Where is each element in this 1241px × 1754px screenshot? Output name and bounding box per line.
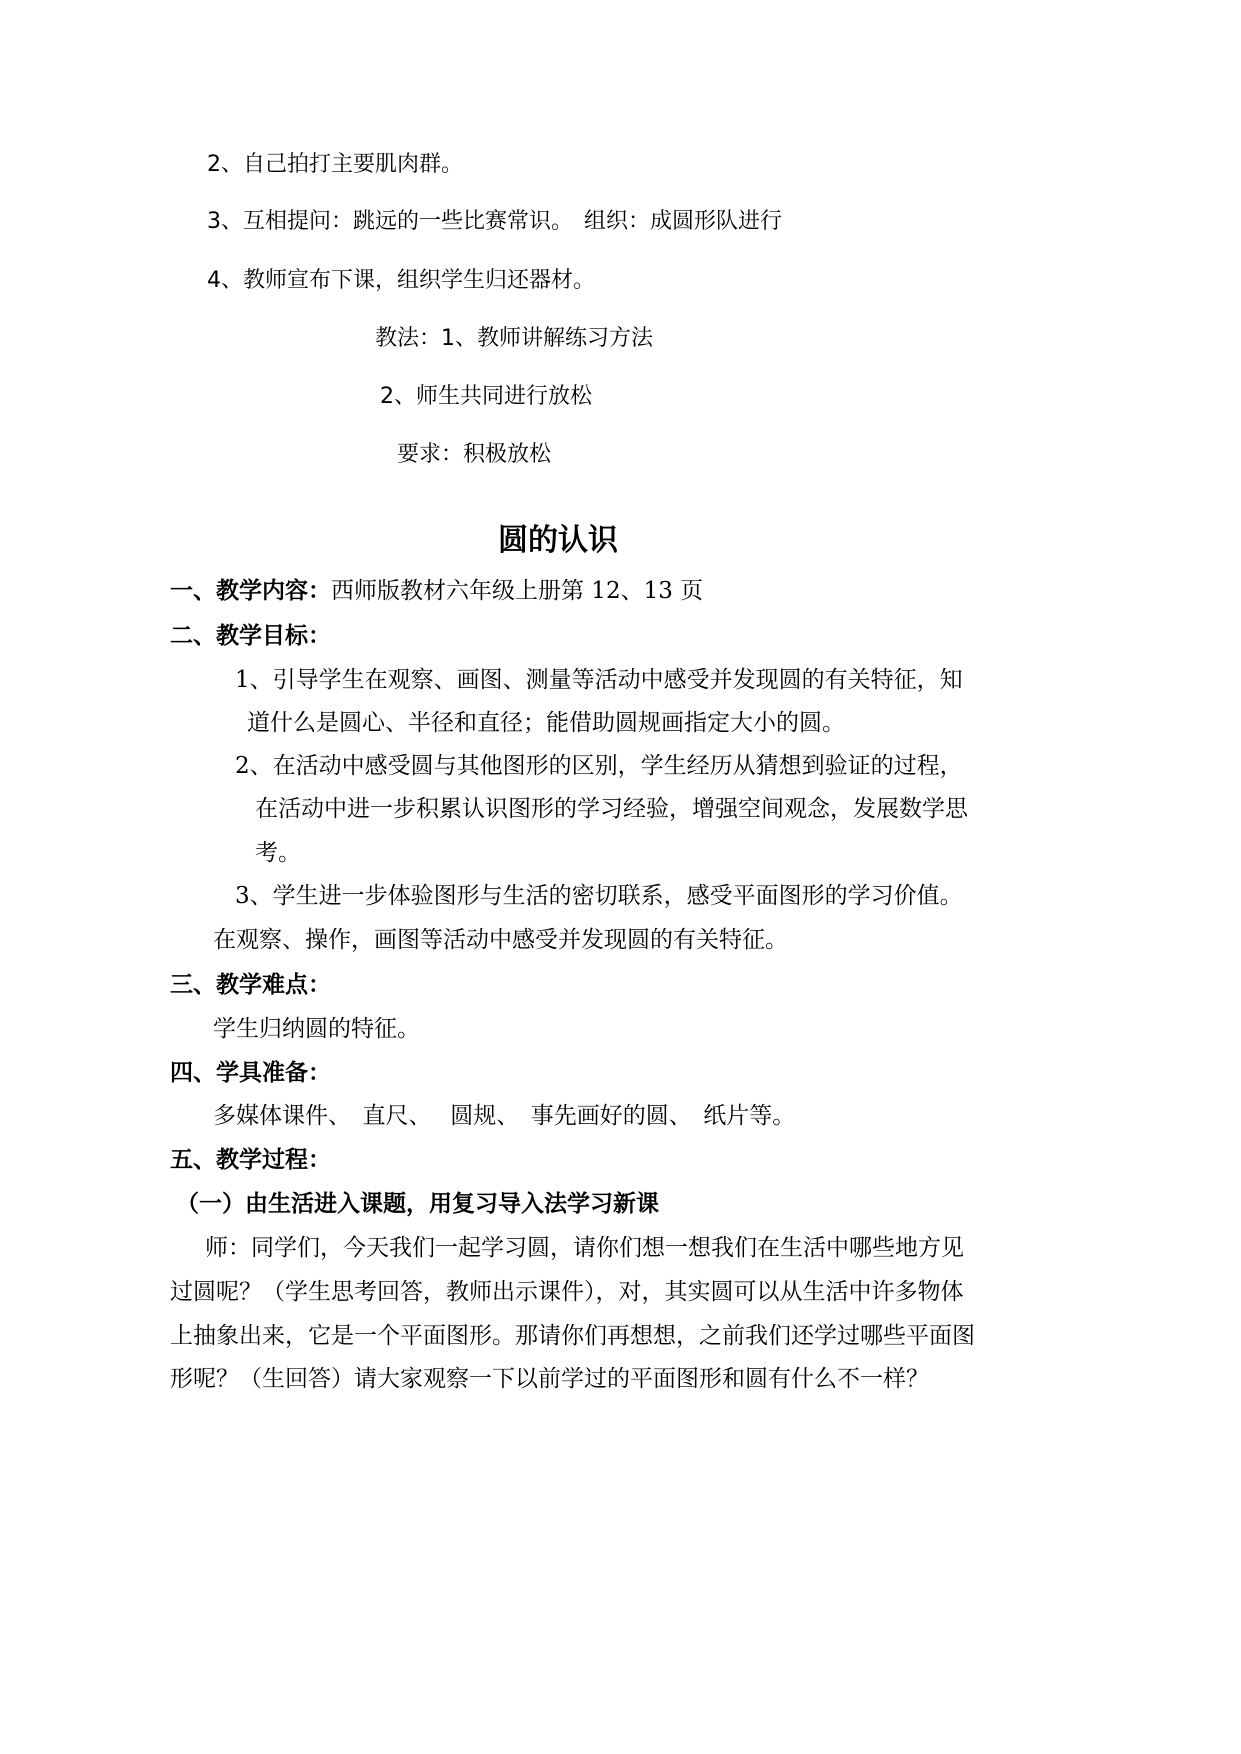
section-5-heading: 五、教学过程： [170, 1146, 331, 1173]
goal-3-line: 3、学生进一步体验图形与生活的密切联系，感受平面图形的学习价值。 [235, 883, 963, 909]
section-3-heading: 三、教学难点： [170, 971, 331, 998]
goal-1-line-2: 道什么是圆心、半径和直径；能借助圆规画指定大小的圆。 [247, 710, 845, 736]
section-4-text: 多媒体课件、 直尺、 圆规、 事先画好的圆、 纸片等。 [213, 1103, 796, 1129]
paragraph-line-2: 过圆呢？（学生思考回答，教师出示课件），对，其实圆可以从生活中许多物体 [170, 1279, 964, 1305]
step-3-text: 3、互相提问：跳远的一些比赛常识。 组织：成圆形队进行 [207, 209, 782, 234]
section-1-text: 西师版教材六年级上册第 12、13 页 [331, 578, 704, 604]
step-2-text: 2、自己拍打主要肌肉群。 [207, 152, 463, 177]
goal-2-line-1: 2、在活动中感受圆与其他图形的区别，学生经历从猜想到验证的过程， [235, 753, 963, 779]
paragraph-line-1: 师：同学们，今天我们一起学习圆，请你们想一想我们在生活中哪些地方见 [205, 1235, 964, 1261]
teaching-method-line-2: 2、师生共同进行放松 [380, 384, 592, 409]
paragraph-line-4: 形呢？（生回答）请大家观察一下以前学过的平面图形和圆有什么不一样？ [170, 1366, 929, 1392]
teaching-method-line-1: 教法：1、教师讲解练习方法 [375, 326, 653, 351]
requirement-line: 要求：积极放松 [397, 442, 552, 467]
section-4-heading: 四、学具准备： [170, 1059, 331, 1086]
goal-2-line-2: 在活动中进一步积累认识图形的学习经验，增强空间观念，发展数学思 [255, 796, 968, 822]
section-2-heading: 二、教学目标： [170, 622, 331, 649]
lesson-title: 圆的认识 [498, 523, 618, 558]
goal-1-line-1: 1、引导学生在观察、画图、测量等活动中感受并发现圆的有关特征，知 [235, 667, 963, 693]
goal-2-line-3: 考。 [255, 840, 301, 866]
key-point-line: 在观察、操作，画图等活动中感受并发现圆的有关特征。 [213, 927, 788, 953]
step-4-text: 4、教师宣布下课，组织学生归还器材。 [207, 268, 595, 293]
section-1-heading: 一、教学内容： [170, 577, 331, 604]
section-1 [170, 576, 703, 606]
paragraph-line-3: 上抽象出来，它是一个平面图形。那请你们再想想，之前我们还学过哪些平面图 [170, 1323, 975, 1349]
process-part-1-heading: （一）由生活进入课题，用复习导入法学习新课 [176, 1190, 659, 1217]
section-3-text: 学生归纳圆的特征。 [213, 1016, 420, 1042]
